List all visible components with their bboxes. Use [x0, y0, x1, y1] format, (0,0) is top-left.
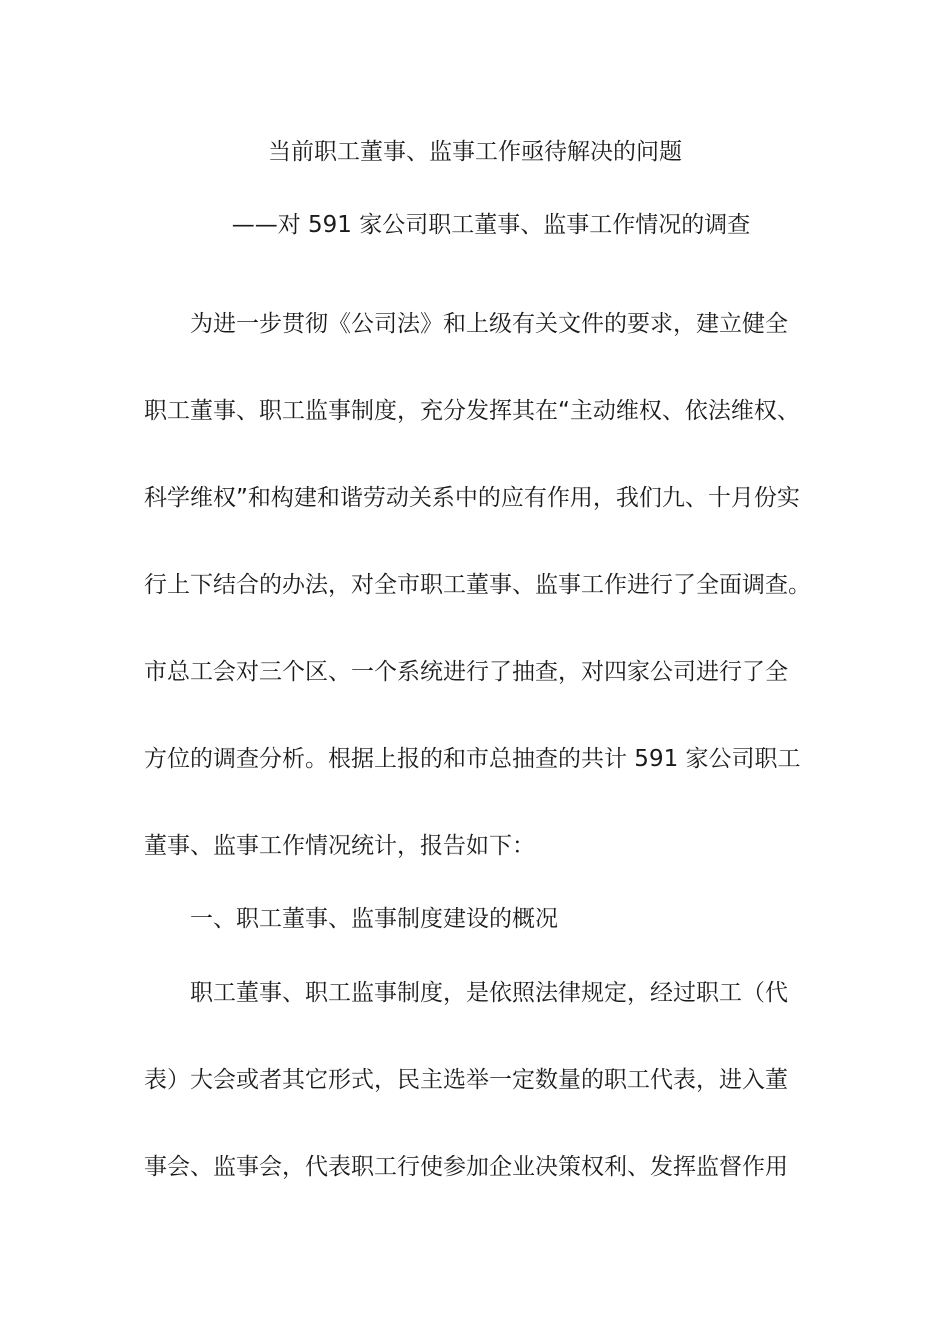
paragraph-line: 市总工会对三个区、一个系统进行了抽查，对四家公司进行了全	[144, 659, 788, 685]
paragraph-line: 行上下结合的办法，对全市职工董事、监事工作进行了全面调查。	[144, 572, 811, 598]
paragraph-line: 方位的调查分析。根据上报的和市总抽查的共计 591 家公司职工	[144, 746, 801, 772]
paragraph-line: 董事、监事工作情况统计，报告如下：	[144, 833, 535, 859]
document-subtitle: ——对 591 家公司职工董事、监事工作情况的调查	[231, 212, 751, 238]
paragraph-line: 表）大会或者其它形式，民主选举一定数量的职工代表，进入董	[144, 1067, 788, 1093]
paragraph-line: 职工董事、职工监事制度，是依照法律规定，经过职工（代	[190, 980, 788, 1006]
paragraph-line: 为进一步贯彻《公司法》和上级有关文件的要求，建立健全	[190, 311, 788, 337]
document-title: 当前职工董事、监事工作亟待解决的问题	[268, 139, 682, 165]
section-heading: 一、职工董事、监事制度建设的概况	[190, 906, 558, 932]
paragraph-line: 职工董事、职工监事制度，充分发挥其在“主动维权、依法维权、	[144, 398, 800, 424]
paragraph-line: 科学维权”和构建和谐劳动关系中的应有作用，我们九、十月份实	[144, 485, 800, 511]
paragraph-line: 事会、监事会，代表职工行使参加企业决策权利、发挥监督作用	[144, 1154, 788, 1180]
